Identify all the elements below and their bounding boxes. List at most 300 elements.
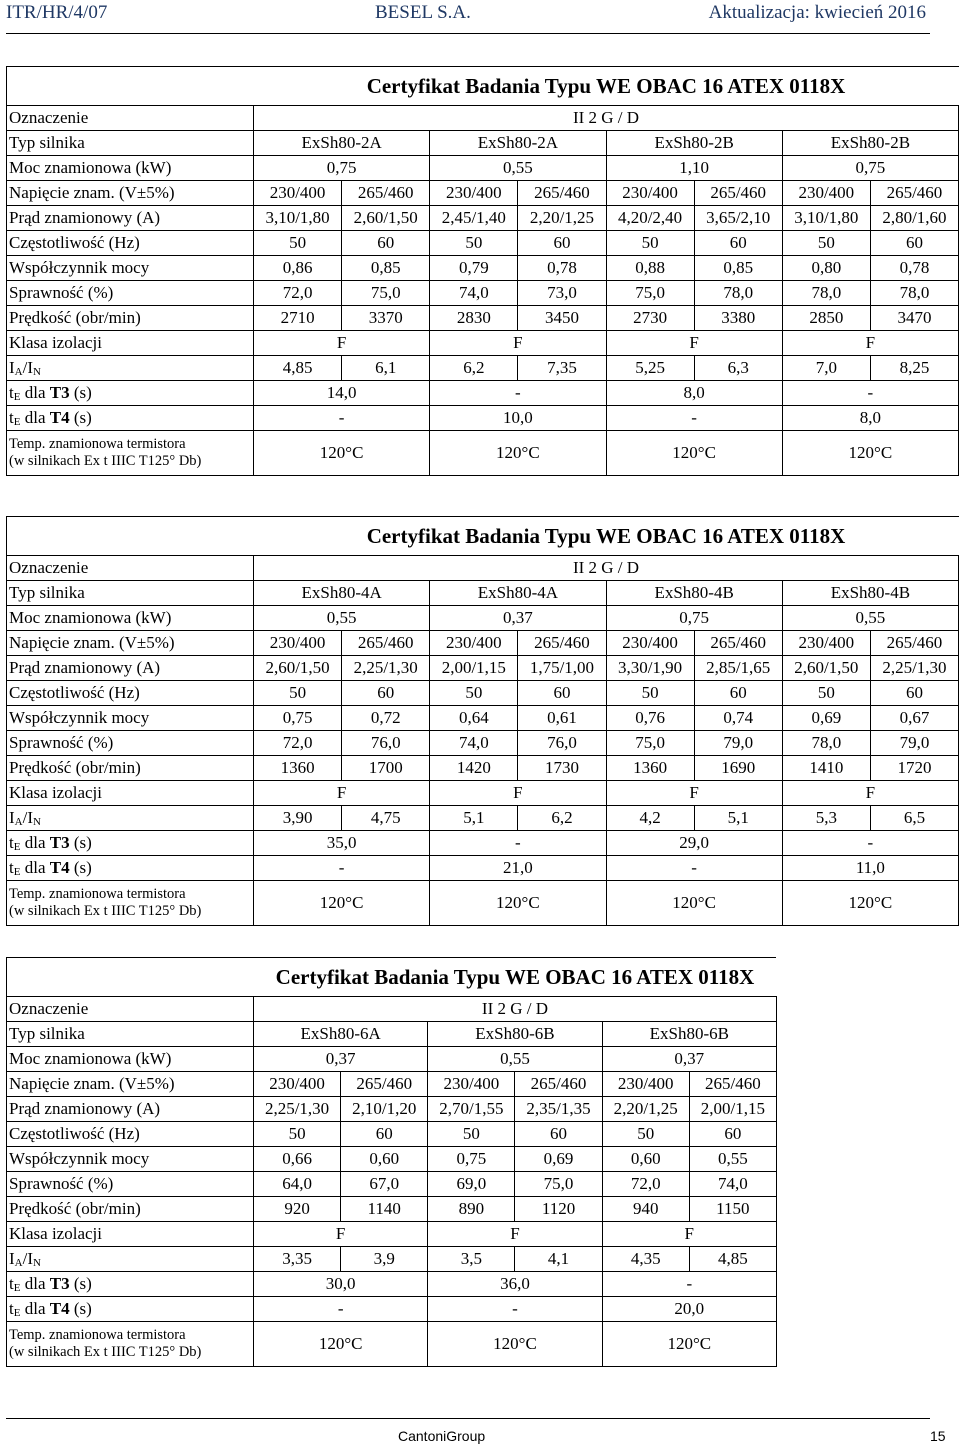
iain-cell: 6,2 [430,356,518,381]
label-text: E [13,416,21,428]
eff-cell: 79,0 [694,731,782,756]
label-text: A [14,366,23,378]
insul-cell: F [782,781,958,806]
iain-cell: 6,2 [518,806,606,831]
te_t4-cell: 10,0 [430,406,606,431]
row-label [7,756,254,781]
te_t3-cell: - [430,831,606,856]
label-text: dla [20,833,50,852]
company-name: BESEL S.A. [375,2,471,23]
eff-cell: 75,0 [606,281,694,306]
current-cell: 2,25/1,30 [254,1097,341,1122]
speed-cell: 920 [254,1197,341,1222]
te_t4-cell: 20,0 [602,1297,776,1322]
label-text: Prąd znamionowy (A) [9,208,161,227]
row-label [7,406,254,431]
label-text: E [13,866,21,878]
types-cell: ExSh80-6A [254,1022,428,1047]
label-text: Oznaczenie [9,999,89,1018]
te_t4-cell: - [606,856,782,881]
temp-cell: 120°C [606,881,782,926]
pf-cell: 0,69 [782,706,870,731]
te_t4-cell: - [254,406,430,431]
power-cell: 0,55 [782,606,958,631]
current-cell: 3,30/1,90 [606,656,694,681]
insul-cell: F [782,331,958,356]
label-text: (s) [69,408,92,427]
eff-cell: 78,0 [694,281,782,306]
label-text: Sprawność (%) [9,1174,114,1193]
pf-cell: 0,61 [518,706,606,731]
insul-cell: F [606,781,782,806]
pf-cell: 0,75 [428,1147,515,1172]
iain-cell: 5,3 [782,806,870,831]
row-label [7,231,254,256]
label-text: A [14,1257,23,1269]
label-text: Częstotliwość (Hz) [9,1124,140,1143]
te_t3-cell: 30,0 [254,1272,428,1297]
row-label [7,656,254,681]
spec-table-4pole [6,516,959,926]
te_t4-cell: - [254,1297,428,1322]
types-cell: ExSh80-4B [782,581,958,606]
label-text: N [33,816,41,828]
current-cell: 2,45/1,40 [430,206,518,231]
voltage-cell: 265/460 [342,631,430,656]
speed-cell: 1690 [694,756,782,781]
document-code: ITR/HR/4/07 [6,2,108,23]
label-text: Temp. znamionowa termistora [9,436,186,452]
speed-cell: 1420 [430,756,518,781]
power-cell: 0,75 [606,606,782,631]
label-text: (w silnikach Ex t IIIC T125° Db) [9,1344,202,1360]
iain-cell: 3,9 [341,1247,428,1272]
power-cell: 0,75 [782,156,958,181]
label-text: Moc znamionowa (kW) [9,1049,172,1068]
eff-cell: 74,0 [689,1172,776,1197]
speed-cell: 1120 [515,1197,602,1222]
eff-cell: 64,0 [254,1172,341,1197]
label-text: T4 [49,858,70,877]
row-label [7,256,254,281]
table-title-spacer [7,958,254,997]
row-label [7,606,254,631]
voltage-cell: 230/400 [254,1072,341,1097]
row-label [7,681,254,706]
speed-cell: 1150 [689,1197,776,1222]
voltage-cell: 230/400 [782,631,870,656]
eff-cell: 74,0 [430,281,518,306]
row-label [7,1122,254,1147]
pf-cell: 0,67 [870,706,958,731]
current-cell: 2,25/1,30 [870,656,958,681]
label-text: /I [22,358,34,377]
label-text: /I [22,1249,34,1268]
freq-cell: 60 [689,1122,776,1147]
row-label [7,281,254,306]
iain-cell: 3,90 [254,806,342,831]
voltage-cell: 230/400 [430,181,518,206]
label-text: Prędkość (obr/min) [9,1199,141,1218]
insul-cell: F [254,331,430,356]
row-label [7,156,254,181]
power-cell: 0,37 [602,1047,776,1072]
types-cell: ExSh80-4A [430,581,606,606]
insul-cell: F [430,331,606,356]
pf-cell: 0,64 [430,706,518,731]
row-label [7,781,254,806]
temp-cell: 120°C [254,881,430,926]
speed-cell: 1700 [342,756,430,781]
label-text: Oznaczenie [9,108,89,127]
row-label [7,381,254,406]
voltage-cell: 230/400 [606,181,694,206]
label-text: t [9,1274,14,1293]
label-text: Klasa izolacji [9,783,102,802]
label-text: dla [20,383,50,402]
row-label [7,1072,254,1097]
pf-cell: 0,80 [782,256,870,281]
label-text: dla [20,1299,50,1318]
label-text: Moc znamionowa (kW) [9,158,172,177]
pf-cell: 0,72 [342,706,430,731]
freq-cell: 50 [254,231,342,256]
current-cell: 1,75/1,00 [518,656,606,681]
row-label [7,331,254,356]
page-number: 15 [930,1428,946,1444]
row-label [7,1047,254,1072]
row-label [7,306,254,331]
row-label [7,106,254,131]
insul-cell: F [254,781,430,806]
te_t3-cell: - [782,381,958,406]
freq-cell: 60 [518,681,606,706]
te_t3-cell: 14,0 [254,381,430,406]
insul-cell: F [254,1222,428,1247]
types-cell: ExSh80-6B [428,1022,602,1047]
label-text: t [9,1299,14,1318]
eff-cell: 75,0 [606,731,694,756]
eff-cell: 72,0 [602,1172,689,1197]
label-text: Typ silnika [9,1024,85,1043]
label-text: T3 [49,833,70,852]
label-text: (s) [69,1274,92,1293]
te_t4-cell: 21,0 [430,856,606,881]
iain-cell: 7,0 [782,356,870,381]
freq-cell: 60 [518,231,606,256]
freq-cell: 60 [694,231,782,256]
header-rule [6,33,930,34]
label-text: I [9,1249,15,1268]
te_t3-cell: - [782,831,958,856]
speed-cell: 2830 [430,306,518,331]
current-cell: 2,60/1,50 [782,656,870,681]
temp-cell: 120°C [428,1322,602,1367]
power-cell: 0,55 [254,606,430,631]
certificate-title: Certyfikat Badania Typu WE OBAC 16 ATEX 0118X [254,958,777,997]
row-label [7,1297,254,1322]
insul-cell: F [428,1222,602,1247]
current-cell: 2,60/1,50 [254,656,342,681]
label-text: A [14,816,23,828]
freq-cell: 50 [254,1122,341,1147]
types-cell: ExSh80-2A [254,131,430,156]
pf-cell: 0,78 [518,256,606,281]
types-cell: ExSh80-2B [782,131,958,156]
pf-cell: 0,79 [430,256,518,281]
eff-cell: 74,0 [430,731,518,756]
label-text: Napięcie znam. (V±5%) [9,633,175,652]
speed-cell: 1140 [341,1197,428,1222]
row-label [7,131,254,156]
label-text: T4 [49,1299,70,1318]
row-label [7,881,254,926]
speed-cell: 1730 [518,756,606,781]
row-label [7,356,254,381]
types-cell: ExSh80-6B [602,1022,776,1047]
label-text: N [33,1257,41,1269]
row-label [7,1322,254,1367]
row-label [7,1197,254,1222]
freq-cell: 60 [694,681,782,706]
label-text: T3 [49,1274,70,1293]
freq-cell: 50 [602,1122,689,1147]
pf-cell: 0,75 [254,706,342,731]
voltage-cell: 230/400 [254,181,342,206]
current-cell: 2,35/1,35 [515,1097,602,1122]
current-cell: 2,10/1,20 [341,1097,428,1122]
insul-cell: F [602,1222,776,1247]
temp-cell: 120°C [430,431,606,476]
current-cell: 2,85/1,65 [694,656,782,681]
label-text: Prędkość (obr/min) [9,758,141,777]
power-cell: 0,55 [430,156,606,181]
speed-cell: 890 [428,1197,515,1222]
iain-cell: 5,1 [430,806,518,831]
iain-cell: 6,1 [342,356,430,381]
label-text: Współczynnik mocy [9,258,150,277]
current-cell: 3,10/1,80 [782,206,870,231]
label-text: t [9,858,14,877]
voltage-cell: 265/460 [694,631,782,656]
row-label [7,431,254,476]
temp-cell: 120°C [782,431,958,476]
temp-cell: 120°C [254,431,430,476]
row-label [7,997,254,1022]
current-cell: 3,65/2,10 [694,206,782,231]
row-label [7,581,254,606]
label-text: T3 [49,383,70,402]
table-title-spacer [7,67,254,106]
label-text: Prąd znamionowy (A) [9,1099,161,1118]
pf-cell: 0,66 [254,1147,341,1172]
types-cell: ExSh80-2A [430,131,606,156]
te_t4-cell: - [254,856,430,881]
label-text: Napięcie znam. (V±5%) [9,1074,175,1093]
eff-cell: 76,0 [518,731,606,756]
voltage-cell: 230/400 [254,631,342,656]
label-text: Napięcie znam. (V±5%) [9,183,175,202]
iain-cell: 5,25 [606,356,694,381]
power-cell: 0,37 [430,606,606,631]
label-text: I [9,808,15,827]
eff-cell: 75,0 [515,1172,602,1197]
freq-cell: 60 [341,1122,428,1147]
table-title-spacer [7,517,254,556]
power-cell: 0,55 [428,1047,602,1072]
label-text: Współczynnik mocy [9,1149,150,1168]
freq-cell: 50 [428,1122,515,1147]
pf-cell: 0,76 [606,706,694,731]
speed-cell: 2730 [606,306,694,331]
pf-cell: 0,88 [606,256,694,281]
label-text: (s) [69,858,92,877]
te_t3-cell: 36,0 [428,1272,602,1297]
current-cell: 2,00/1,15 [430,656,518,681]
row-label [7,1272,254,1297]
label-text: E [13,1282,21,1294]
label-text: t [9,383,14,402]
current-cell: 2,20/1,25 [518,206,606,231]
iain-cell: 6,3 [694,356,782,381]
row-label [7,1097,254,1122]
designation-cell: II 2 G / D [254,106,959,131]
eff-cell: 69,0 [428,1172,515,1197]
eff-cell: 67,0 [341,1172,428,1197]
page-header [0,0,960,30]
iain-cell: 4,1 [515,1247,602,1272]
label-text: T4 [49,408,70,427]
row-label [7,1022,254,1047]
eff-cell: 76,0 [342,731,430,756]
current-cell: 2,25/1,30 [342,656,430,681]
voltage-cell: 265/460 [870,631,958,656]
pf-cell: 0,60 [602,1147,689,1172]
label-text: Częstotliwość (Hz) [9,233,140,252]
label-text: Moc znamionowa (kW) [9,608,172,627]
label-text: Współczynnik mocy [9,708,150,727]
temp-cell: 120°C [602,1322,776,1367]
footer-rule [6,1418,930,1419]
freq-cell: 60 [342,681,430,706]
voltage-cell: 265/460 [870,181,958,206]
te_t3-cell: 29,0 [606,831,782,856]
current-cell: 3,10/1,80 [254,206,342,231]
iain-cell: 4,75 [342,806,430,831]
designation-cell: II 2 G / D [254,997,777,1022]
iain-cell: 4,2 [606,806,694,831]
designation-cell: II 2 G / D [254,556,959,581]
power-cell: 1,10 [606,156,782,181]
te_t3-cell: 8,0 [606,381,782,406]
iain-cell: 7,35 [518,356,606,381]
te_t4-cell: - [606,406,782,431]
certificate-title: Certyfikat Badania Typu WE OBAC 16 ATEX 0118X [254,67,959,106]
speed-cell: 3380 [694,306,782,331]
label-text: Prąd znamionowy (A) [9,658,161,677]
label-text: (s) [69,383,92,402]
speed-cell: 3470 [870,306,958,331]
pf-cell: 0,85 [342,256,430,281]
power-cell: 0,37 [254,1047,428,1072]
te_t3-cell: 35,0 [254,831,430,856]
iain-cell: 5,1 [694,806,782,831]
iain-cell: 6,5 [870,806,958,831]
temp-cell: 120°C [606,431,782,476]
iain-cell: 4,85 [689,1247,776,1272]
row-label [7,856,254,881]
freq-cell: 50 [782,681,870,706]
te_t3-cell: - [430,381,606,406]
current-cell: 2,60/1,50 [342,206,430,231]
row-label [7,1247,254,1272]
label-text: (w silnikach Ex t IIIC T125° Db) [9,903,202,919]
label-text: dla [20,408,50,427]
label-text: E [13,391,21,403]
voltage-cell: 265/460 [518,181,606,206]
footer-brand: CantoniGroup [398,1428,486,1444]
label-text: Typ silnika [9,583,85,602]
row-label [7,831,254,856]
current-cell: 4,20/2,40 [606,206,694,231]
voltage-cell: 265/460 [689,1072,776,1097]
row-label [7,556,254,581]
iain-cell: 3,35 [254,1247,341,1272]
label-text: dla [20,858,50,877]
voltage-cell: 265/460 [694,181,782,206]
voltage-cell: 230/400 [602,1072,689,1097]
label-text: Temp. znamionowa termistora [9,886,186,902]
eff-cell: 78,0 [782,731,870,756]
temp-cell: 120°C [782,881,958,926]
label-text: (w silnikach Ex t IIIC T125° Db) [9,453,202,469]
pf-cell: 0,55 [689,1147,776,1172]
row-label [7,806,254,831]
row-label [7,1147,254,1172]
current-cell: 2,00/1,15 [689,1097,776,1122]
spec-table-2pole [6,66,959,476]
row-label [7,731,254,756]
types-cell: ExSh80-2B [606,131,782,156]
label-text: Prędkość (obr/min) [9,308,141,327]
row-label [7,631,254,656]
iain-cell: 3,5 [428,1247,515,1272]
freq-cell: 50 [606,681,694,706]
row-label [7,181,254,206]
types-cell: ExSh80-4B [606,581,782,606]
te_t4-cell: - [428,1297,602,1322]
current-cell: 2,70/1,55 [428,1097,515,1122]
label-text: Typ silnika [9,133,85,152]
eff-cell: 78,0 [782,281,870,306]
freq-cell: 50 [254,681,342,706]
label-text: I [9,358,15,377]
current-cell: 2,20/1,25 [602,1097,689,1122]
voltage-cell: 265/460 [342,181,430,206]
freq-cell: 50 [430,231,518,256]
eff-cell: 72,0 [254,731,342,756]
speed-cell: 1720 [870,756,958,781]
speed-cell: 2710 [254,306,342,331]
voltage-cell: 265/460 [341,1072,428,1097]
eff-cell: 78,0 [870,281,958,306]
label-text: Temp. znamionowa termistora [9,1327,186,1343]
label-text: Częstotliwość (Hz) [9,683,140,702]
iain-cell: 4,35 [602,1247,689,1272]
pf-cell: 0,86 [254,256,342,281]
label-text: (s) [69,1299,92,1318]
voltage-cell: 265/460 [518,631,606,656]
